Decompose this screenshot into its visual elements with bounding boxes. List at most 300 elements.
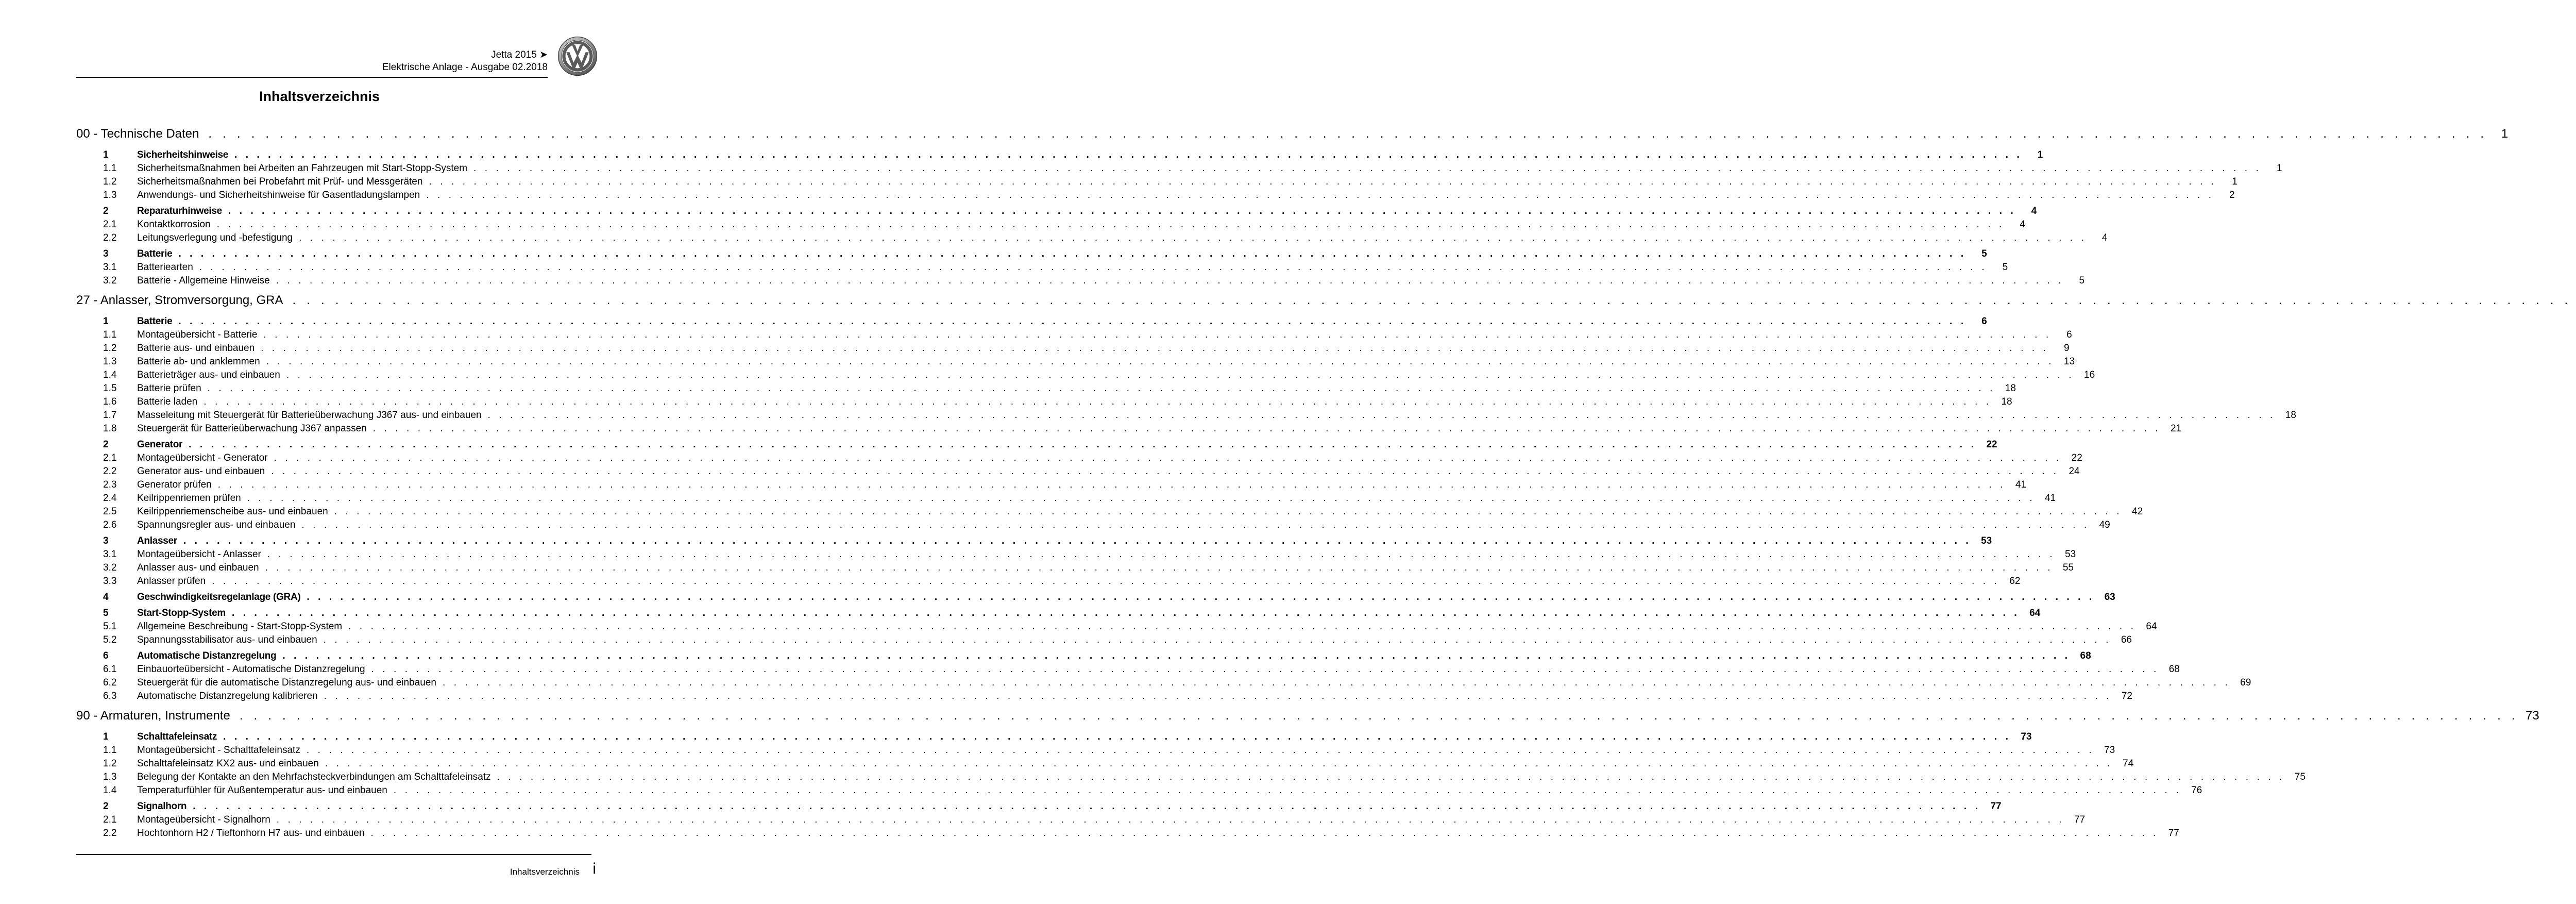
toc-entry-number: 2.2: [103, 232, 117, 243]
toc-entry-leader-line: [137, 342, 2070, 355]
dot-leader: . . . . . . . . . . . . . . . . . . . . . . . . . . . . . . . . . . . . . . . . . . . . . . . . . . . . . . . . . . . . . . . . . . . . . . . . . . . . . . . . . . . . . . . . . . . . . . . . . . . . . . . . . . . . . . . . . . . . . . . . . . . . . . . . . . . . . . . . . . . . . . . . . . . . . . . . . . . . . . . .: [442, 677, 2231, 688]
dot-leader: . . . . . . . . . . . . . . . . . . . . . . . . . . . . . . . . . . . . . . . . . . . . . . . . . . . . . . . . . . . . . . . . . . . . . . . . . . . . . . . . . . . . . . . . . . . . . . . . . . . . . . . . . . . . . . . . . . . . . . . . . . . . . . . . . . . . . . . . . . . . . . . . . . . . . . . . . . . . . . . .: [426, 190, 2214, 200]
toc-entry-number: 3.2: [103, 275, 117, 286]
toc-entry-page: 55: [2062, 562, 2074, 573]
toc-entry-leader-line: [137, 663, 2180, 676]
header-rule: [76, 77, 548, 78]
toc-entry-page: 4: [2031, 206, 2037, 216]
toc-entry-title: Batterie laden: [137, 396, 198, 407]
dot-leader: . . . . . . . . . . . . . . . . . . . . . . . . . . . . . . . . . . . . . . . . . . . . . . . . . . . . . . . . . . . . . . . . . . . . . . . . . . . . . . . . . . . . . . . . . . . . . . . . . . . . . . . . . . . . . . . . . . . . . . . . . . . . . . . . . . . . . . . . . . . . . . . . . . . . . . . . . . . . . . . .: [274, 453, 2062, 463]
toc-entry-page: 66: [2121, 634, 2132, 645]
toc-entry-leader-line: [137, 690, 2132, 703]
toc-entry-page: 4: [2020, 219, 2025, 230]
toc-section[interactable]: [76, 800, 2002, 813]
dot-leader: . . . . . . . . . . . . . . . . . . . . . . . . . . . . . . . . . . . . . . . . . . . . . . . . . . . . . . . . . . . . . . . . . . . . . . . . . . . . . . . . . . . . . . . . . . . . . . . . . . . . . . . . . . . . . . . . . . . . . . . . . . . . . . . . . . . . . . . . . . . . . . . . . . . . . . . . . . . . . . . .: [306, 745, 2095, 756]
toc-entry-leader-line: [137, 355, 2075, 369]
toc-entry-number: 1.4: [103, 785, 117, 796]
toc-subsection[interactable]: [76, 492, 2056, 505]
dot-leader: . . . . . . . . . . . . . . . . . . . . . . . . . . . . . . . . . . . . . . . . . . . . . . . . . . . . . . . . . . . . . . . . . . . . . . . . . . . . . . . . . . . . . . . . . . . . . . . . . . . . . . . . . . . . . . . . . . . . . . . . . . . . . . . . . . . . . . . . . . . . . . . . . . . . . . . . . . . . . . . .: [207, 383, 1995, 394]
toc-entry-title: Montageübersicht - Generator: [137, 453, 268, 463]
dot-leader: . . . . . . . . . . . . . . . . . . . . . . . . . . . . . . . . . . . . . . . . . . . . . . . . . . . . . . . . . . . . . . . . . . . . . . . . . . . . . . . . . . . . . . . . . . . . . . . . . . . . . . . . . . . . . . . . . . . . . . . . . . . . . . . . . . . . . . . . . . . . . . . . . . . . . . . . . . . . . . . .: [189, 439, 1977, 450]
toc-entry-number: 2.6: [103, 520, 117, 530]
toc-section[interactable]: [76, 247, 1987, 261]
dot-leader: . . . . . . . . . . . . . . . . . . . . . . . . . . . . . . . . . . . . . . . . . . . . . . . . . . . . . . . . . . . . . . . . . . . . . . . . . . . . . . . . . . . . . . . . . . . . . . . . . . . . . . . . . . . . . . . . . . . . . . . . . . . . . . . . . . . . . . . . . . . . . . . . . . . . . . . . . . . . . . . .: [183, 535, 1972, 546]
toc-section[interactable]: [76, 205, 2037, 218]
toc-entry-page: 63: [2104, 592, 2115, 602]
toc-entry-number: 6: [103, 650, 109, 661]
toc-entry-page: 69: [2240, 677, 2251, 688]
toc-entry-page: 74: [2123, 758, 2134, 769]
toc-entry-number: 3.2: [103, 562, 117, 573]
toc-entry-number: 1.2: [103, 343, 117, 354]
toc-entry-number: 2.2: [103, 828, 117, 839]
toc-subsection[interactable]: [76, 328, 2072, 342]
toc-entry-leader-line: [137, 591, 2115, 604]
toc-entry-leader-line: [137, 231, 2108, 245]
toc-entry-title: Hochtonhorn H2 / Tieftonhorn H7 aus- und einbauen: [137, 828, 365, 839]
toc-entry-number: 1.5: [103, 383, 117, 394]
toc-entry-leader-line: [137, 261, 2008, 274]
dot-leader: . . . . . . . . . . . . . . . . . . . . . . . . . . . . . . . . . . . . . . . . . . . . . . . . . . . . . . . . . . . . . . . . . . . . . . . . . . . . . . . . . . . . . . . . . . . . . . . . . . . . . . . . . . . . . . . . . . . . . . . . . . . . . . . . . . . . . . . . . . . . . . . . . . . . . . . . . . . . . . . .: [193, 801, 1981, 812]
toc-entry-title: Anlasser prüfen: [137, 576, 206, 587]
header-model: Jetta 2015 ➤: [491, 49, 548, 60]
toc-entry-leader-line: [76, 707, 2539, 725]
dot-leader: . . . . . . . . . . . . . . . . . . . . . . . . . . . . . . . . . . . . . . . . . . . . . . . . . . . . . . . . . . . . . . . . . . . . . . . . . . . . . . . . . . . . . . . . . . . . . . . . . . . . . . . . . . . . . . . . . . . . . . . . . . . . . . . . . . . . . . . . . . . . . . . . . . . . . . . . . . . . . . . .: [271, 466, 2059, 477]
toc-entry-title: Keilrippenriemenscheibe aus- und einbauen: [137, 506, 328, 517]
dot-leader: . . . . . . . . . . . . . . . . . . . . . . . . . . . . . . . . . . . . . . . . . . . . . . . . . . . . . . . . . . . . . . . . . . . . . . . . . . . . . . . . . . . . . . . . . . . . . . . . . . . . . . . . . . . . . . . . . . . . . . . . . . . . . . . . . . . . . . . . . . . . . . . . . . . . . . . . . . . . . . . .: [263, 329, 2052, 340]
toc-entry-page: 2: [2229, 190, 2235, 200]
toc-entry-title: 00 - Technische Daten: [76, 127, 199, 141]
toc-entry-number: 5: [103, 608, 109, 618]
toc-entry-title: Batterie - Allgemeine Hinweise: [137, 275, 270, 286]
toc-entry-number: 1.2: [103, 758, 117, 769]
dot-leader: . . . . . . . . . . . . . . . . . . . . . . . . . . . . . . . . . . . . . . . . . . . . . . . . . . . . . . . . . . . . . . . . . . . . . . . . . . . . . . . . . . . . . . . . . . . . . . . . . . . . . . . . . . . . . . . . . . . . . . . . . . . . . . . . . . . . . . . . . . . . . . . . . . . . . . . . . . . . . . . .: [325, 758, 2113, 769]
toc-entry-title: Spannungsregler aus- und einbauen: [137, 520, 296, 530]
toc-entry-leader-line: [137, 534, 1992, 548]
toc-entry-leader-line: [137, 465, 2080, 478]
toc-entry-number: 2: [103, 801, 109, 812]
toc-subsection[interactable]: [76, 274, 2085, 288]
header-edition: Elektrische Anlage - Ausgabe 02.2018: [382, 62, 548, 73]
toc-entry-page: 1: [2037, 149, 2043, 160]
toc-entry-leader-line: [137, 492, 2056, 505]
toc-entry-number: 2.2: [103, 466, 117, 477]
toc-entry-leader-line: [137, 813, 2086, 827]
toc-entry-page: 18: [2001, 396, 2012, 407]
dot-leader: . . . . . . . . . . . . . . . . . . . . . . . . . . . . . . . . . . . . . . . . . . . . . . . . . . . . . . . . . . . . . . . . . . . . . . . . . . . . . . . . . . . . . . . . . . . . . . . . . . . . . . . . . . . . . . . . . . . . . . . . . . . . . . . . . . . . . . . . . . . . . . . . . . . . . . . . . . . . . . . .: [292, 293, 2572, 307]
dot-leader: . . . . . . . . . . . . . . . . . . . . . . . . . . . . . . . . . . . . . . . . . . . . . . . . . . . . . . . . . . . . . . . . . . . . . . . . . . . . . . . . . . . . . . . . . . . . . . . . . . . . . . . . . . . . . . . . . . . . . . . . . . . . . . . . . . . . . . . . . . . . . . . . . . . . . . . . . . . . . . . .: [178, 248, 1967, 259]
toc-entry-leader-line: [137, 607, 2041, 620]
toc-entry-title: Montageübersicht - Signalhorn: [137, 814, 270, 825]
toc-entry-title: Steuergerät für Batterieüberwachung J367 anpassen: [137, 423, 367, 434]
dot-leader: . . . . . . . . . . . . . . . . . . . . . . . . . . . . . . . . . . . . . . . . . . . . . . . . . . . . . . . . . . . . . . . . . . . . . . . . . . . . . . . . . . . . . . . . . . . . . . . . . . . . . . . . . . . . . . . . . . . . . . . . . . . . . . . . . . . . . . . . . . . . . . . . . . . . . . . . . . . . . . . .: [276, 275, 2064, 286]
toc-subsection[interactable]: [76, 231, 2108, 245]
toc-entry-title: Anlasser aus- und einbauen: [137, 562, 259, 573]
dot-leader: . . . . . . . . . . . . . . . . . . . . . . . . . . . . . . . . . . . . . . . . . . . . . . . . . . . . . . . . . . . . . . . . . . . . . . . . . . . . . . . . . . . . . . . . . . . . . . . . . . . . . . . . . . . . . . . . . . . . . . . . . . . . . . . . . . . . . . . . . . . . . . . . . . . . . . . . . . . . . . . .: [299, 232, 2087, 243]
toc-section[interactable]: [76, 649, 2091, 663]
toc-entry-title: Anlasser: [137, 535, 177, 546]
toc-entry-title: Automatische Distanzregelung kalibrieren: [137, 691, 318, 701]
toc-entry-page: 9: [2063, 343, 2070, 354]
dot-leader: . . . . . . . . . . . . . . . . . . . . . . . . . . . . . . . . . . . . . . . . . . . . . . . . . . . . . . . . . . . . . . . . . . . . . . . . . . . . . . . . . . . . . . . . . . . . . . . . . . . . . . . . . . . . . . . . . . . . . . . . . . . . . . . . . . . . . . . . . . . . . . . . . . . . . . . . . . . . . . . .: [266, 356, 2055, 367]
dot-leader: . . . . . . . . . . . . . . . . . . . . . . . . . . . . . . . . . . . . . . . . . . . . . . . . . . . . . . . . . . . . . . . . . . . . . . . . . . . . . . . . . . . . . . . . . . . . . . . . . . . . . . . . . . . . . . . . . . . . . . . . . . . . . . . . . . . . . . . . . . . . . . . . . . . . . . . . . . . . . . . .: [276, 814, 2065, 825]
toc-entry-number: 1: [103, 149, 109, 160]
toc-subsection[interactable]: [76, 784, 2202, 797]
footer-label: Inhaltsverzeichnis: [510, 867, 580, 877]
toc-chapter[interactable]: [76, 707, 2539, 728]
toc-entry-leader-line: [137, 162, 2282, 175]
toc-entry-leader-line: [137, 315, 1987, 328]
dot-leader: . . . . . . . . . . . . . . . . . . . . . . . . . . . . . . . . . . . . . . . . . . . . . . . . . . . . . . . . . . . . . . . . . . . . . . . . . . . . . . . . . . . . . . . . . . . . . . . . . . . . . . . . . . . . . . . . . . . . . . . . . . . . . . . . . . . . . . . . . . . . . . . . . . . . . . . . . . . . . . . .: [473, 163, 2262, 174]
toc-subsection[interactable]: [76, 633, 2132, 647]
toc-entry-title: Montageübersicht - Batterie: [137, 329, 258, 340]
toc-subsection[interactable]: [76, 548, 2076, 561]
toc-entry-page: 4: [2102, 232, 2108, 243]
toc-entry-leader-line: [137, 575, 2021, 588]
toc-entry-number: 1.3: [103, 772, 117, 782]
dot-leader: . . . . . . . . . . . . . . . . . . . . . . . . . . . . . . . . . . . . . . . . . . . . . . . . . . . . . . . . . . . . . . . . . . . . . . . . . . . . . . . . . . . . . . . . . . . . . . . . . . . . . . . . . . . . . . . . . . . . . . . . . . . . . . . . . . . . . . . . . . . . . . . . . . . . . . . . . . . . . . . .: [231, 608, 2020, 618]
toc-entry-number: 1.3: [103, 190, 117, 200]
toc-entry-page: 73: [2104, 745, 2115, 756]
toc-entry-title: Batterie: [137, 248, 173, 259]
toc-entry-page: 6: [2066, 329, 2072, 340]
dot-leader: . . . . . . . . . . . . . . . . . . . . . . . . . . . . . . . . . . . . . . . . . . . . . . . . . . . . . . . . . . . . . . . . . . . . . . . . . . . . . . . . . . . . . . . . . . . . . . . . . . . . . . . . . . . . . . . . . . . . . . . . . . . . . . . . . . . . . . . . . . . . . . . . . . . . . . . . . . . . . . . .: [208, 127, 2488, 141]
toc-entry-page: 73: [2526, 709, 2539, 723]
toc-entry-page: 1: [2501, 127, 2509, 141]
toc-chapter[interactable]: [76, 125, 2509, 146]
toc-entry-title: Anwendungs- und Sicherheitshinweise für Gasentladungslampen: [137, 190, 420, 200]
toc-entry-page: 5: [1981, 248, 1987, 259]
toc-entry-page: 1: [2276, 163, 2282, 174]
toc-section[interactable]: [76, 591, 2115, 604]
toc-entry-page: 41: [2044, 493, 2056, 504]
toc-entry-page: 75: [2294, 772, 2306, 782]
vw-logo-icon: [557, 36, 598, 76]
toc-entry-leader-line: [137, 676, 2251, 690]
toc-subsection[interactable]: [76, 355, 2075, 369]
toc-entry-leader-line: [137, 451, 2082, 465]
page-title: Inhaltsverzeichnis: [259, 89, 380, 104]
dot-leader: . . . . . . . . . . . . . . . . . . . . . . . . . . . . . . . . . . . . . . . . . . . . . . . . . . . . . . . . . . . . . . . . . . . . . . . . . . . . . . . . . . . . . . . . . . . . . . . . . . . . . . . . . . . . . . . . . . . . . . . . . . . . . . . . . . . . . . . . . . . . . . . . . . . . . . . . . . . . . . . .: [223, 731, 2011, 742]
toc-subsection[interactable]: [76, 813, 2086, 827]
toc-entry-page: 72: [2121, 691, 2132, 701]
toc-entry-leader-line: [137, 505, 2143, 518]
toc-subsection[interactable]: [76, 218, 2025, 231]
toc-entry-page: 73: [2021, 731, 2032, 742]
dot-leader: . . . . . . . . . . . . . . . . . . . . . . . . . . . . . . . . . . . . . . . . . . . . . . . . . . . . . . . . . . . . . . . . . . . . . . . . . . . . . . . . . . . . . . . . . . . . . . . . . . . . . . . . . . . . . . . . . . . . . . . . . . . . . . . . . . . . . . . . . . . . . . . . . . . . . . . . . . . . . . . .: [370, 828, 2159, 839]
toc-entry-title: Start-Stopp-System: [137, 608, 226, 618]
toc-entry-leader-line: [137, 189, 2235, 202]
toc-entry-page: 77: [2074, 814, 2086, 825]
toc-section[interactable]: [76, 730, 2032, 744]
toc-entry-title: Sicherheitsmaßnahmen bei Probefahrt mit Prüf- und Messgeräten: [137, 176, 423, 187]
toc-entry-leader-line: [137, 518, 2110, 532]
toc-entry-number: 2.5: [103, 506, 117, 517]
toc-entry-title: 90 - Armaturen, Instrumente: [76, 709, 230, 723]
toc-entry-title: Belegung der Kontakte an den Mehrfachsteckverbindungen am Schalttafeleinsatz: [137, 772, 491, 782]
toc-entry-number: 2.1: [103, 219, 117, 230]
toc-entry-page: 77: [1990, 801, 2002, 812]
toc-entry-title: Reparaturhinweise: [137, 206, 222, 216]
dot-leader: . . . . . . . . . . . . . . . . . . . . . . . . . . . . . . . . . . . . . . . . . . . . . . . . . . . . . . . . . . . . . . . . . . . . . . . . . . . . . . . . . . . . . . . . . . . . . . . . . . . . . . . . . . . . . . . . . . . . . . . . . . . . . . . . . . . . . . . . . . . . . . . . . . . . . . . . . . . . . . . .: [247, 493, 2036, 504]
toc-entry-title: Steuergerät für die automatische Distanzregelung aus- und einbauen: [137, 677, 436, 688]
toc-entry-leader-line: [137, 274, 2085, 288]
toc-subsection[interactable]: [76, 382, 2016, 395]
toc-entry-title: Automatische Distanzregelung: [137, 650, 277, 661]
toc-entry-page: 13: [2063, 356, 2075, 367]
toc-entry-page: 42: [2131, 506, 2143, 517]
toc-entry-title: Keilrippenriemen prüfen: [137, 493, 241, 504]
toc-entry-leader-line: [137, 382, 2016, 395]
toc-entry-number: 2.1: [103, 453, 117, 463]
dot-leader: . . . . . . . . . . . . . . . . . . . . . . . . . . . . . . . . . . . . . . . . . . . . . . . . . . . . . . . . . . . . . . . . . . . . . . . . . . . . . . . . . . . . . . . . . . . . . . . . . . . . . . . . . . . . . . . . . . . . . . . . . . . . . . . . . . . . . . . . . . . . . . . . . . . . . . . . . . . . . . . .: [216, 219, 2005, 230]
toc-entry-page: 22: [1986, 439, 1997, 450]
dot-leader: . . . . . . . . . . . . . . . . . . . . . . . . . . . . . . . . . . . . . . . . . . . . . . . . . . . . . . . . . . . . . . . . . . . . . . . . . . . . . . . . . . . . . . . . . . . . . . . . . . . . . . . . . . . . . . . . . . . . . . . . . . . . . . . . . . . . . . . . . . . . . . . . . . . . . . . . . . . . . . . .: [178, 316, 1967, 327]
toc-entry-page: 49: [2099, 520, 2110, 530]
toc-entry-number: 3.1: [103, 549, 117, 560]
toc-entry-number: 3: [103, 248, 109, 259]
toc-subsection[interactable]: [76, 518, 2110, 532]
toc-entry-number: 1.6: [103, 396, 117, 407]
table-of-contents: [76, 125, 2572, 840]
toc-entry-number: 1.8: [103, 423, 117, 434]
toc-entry-page: 18: [2005, 383, 2016, 394]
toc-entry-title: Generator: [137, 439, 183, 450]
toc-entry-leader-line: [137, 218, 2025, 231]
toc-entry-leader-line: [137, 395, 2012, 409]
toc-entry-number: 1.1: [103, 745, 117, 756]
toc-entry-title: Batteriearten: [137, 262, 193, 273]
toc-subsection[interactable]: [76, 771, 2306, 784]
toc-entry-leader-line: [137, 548, 2076, 561]
toc-entry-page: 76: [2191, 785, 2202, 796]
toc-entry-leader-line: [137, 369, 2095, 382]
toc-subsection[interactable]: [76, 162, 2282, 175]
toc-entry-title: Batterie ab- und anklemmen: [137, 356, 260, 367]
toc-entry-leader-line: [137, 561, 2074, 575]
toc-entry-title: Sicherheitshinweise: [137, 149, 228, 160]
toc-subsection[interactable]: [76, 395, 2012, 409]
toc-entry-page: 64: [2029, 608, 2041, 618]
dot-leader: . . . . . . . . . . . . . . . . . . . . . . . . . . . . . . . . . . . . . . . . . . . . . . . . . . . . . . . . . . . . . . . . . . . . . . . . . . . . . . . . . . . . . . . . . . . . . . . . . . . . . . . . . . . . . . . . . . . . . . . . . . . . . . . . . . . . . . . . . . . . . . . . . . . . . . . . . . . . . . . .: [323, 634, 2111, 645]
page-header: [76, 49, 548, 78]
toc-section[interactable]: [76, 315, 1987, 328]
toc-entry-title: Generator aus- und einbauen: [137, 466, 265, 477]
toc-entry-page: 5: [2079, 275, 2085, 286]
footer-rule: [76, 854, 591, 855]
toc-entry-page: 68: [2168, 664, 2180, 675]
dot-leader: . . . . . . . . . . . . . . . . . . . . . . . . . . . . . . . . . . . . . . . . . . . . . . . . . . . . . . . . . . . . . . . . . . . . . . . . . . . . . . . . . . . . . . . . . . . . . . . . . . . . . . . . . . . . . . . . . . . . . . . . . . . . . . . . . . . . . . . . . . . . . . . . . . . . . . . . . . . . . . . .: [307, 592, 2095, 602]
toc-entry-number: 2: [103, 439, 109, 450]
toc-subsection[interactable]: [76, 465, 2080, 478]
toc-entry-title: Kontaktkorrosion: [137, 219, 211, 230]
toc-entry-leader-line: [76, 292, 2572, 309]
footer-page-number: i: [592, 860, 596, 877]
toc-entry-leader-line: [137, 744, 2115, 757]
toc-entry-number: 1.4: [103, 370, 117, 380]
toc-entry-leader-line: [137, 649, 2091, 663]
toc-entry-page: 18: [2285, 410, 2296, 421]
toc-subsection[interactable]: [76, 342, 2070, 355]
toc-entry-page: 68: [2080, 650, 2091, 661]
toc-entry-title: Spannungsstabilisator aus- und einbauen: [137, 634, 317, 645]
toc-section[interactable]: [76, 534, 1992, 548]
toc-subsection[interactable]: [76, 690, 2132, 703]
toc-entry-number: 6.1: [103, 664, 117, 675]
toc-entry-page: 41: [2015, 479, 2027, 490]
toc-entry-number: 3.1: [103, 262, 117, 273]
toc-subsection[interactable]: [76, 744, 2115, 757]
toc-entry-title: Schalttafeleinsatz: [137, 731, 217, 742]
toc-entry-page: 1: [2232, 176, 2238, 187]
toc-entry-title: Geschwindigkeitsregelanlage (GRA): [137, 592, 301, 602]
toc-entry-title: Generator prüfen: [137, 479, 212, 490]
toc-entry-page: 22: [2071, 453, 2082, 463]
dot-leader: . . . . . . . . . . . . . . . . . . . . . . . . . . . . . . . . . . . . . . . . . . . . . . . . . . . . . . . . . . . . . . . . . . . . . . . . . . . . . . . . . . . . . . . . . . . . . . . . . . . . . . . . . . . . . . . . . . . . . . . . . . . . . . . . . . . . . . . . . . . . . . . . . . . . . . . . . . . . . . . .: [348, 621, 2137, 632]
header-text: [382, 49, 548, 74]
toc-section[interactable]: [76, 438, 1997, 451]
toc-entry-page: 53: [2065, 549, 2076, 560]
dot-leader: . . . . . . . . . . . . . . . . . . . . . . . . . . . . . . . . . . . . . . . . . . . . . . . . . . . . . . . . . . . . . . . . . . . . . . . . . . . . . . . . . . . . . . . . . . . . . . . . . . . . . . . . . . . . . . . . . . . . . . . . . . . . . . . . . . . . . . . . . . . . . . . . . . . . . . . . . . . . . . . .: [286, 370, 2075, 380]
dot-leader: . . . . . . . . . . . . . . . . . . . . . . . . . . . . . . . . . . . . . . . . . . . . . . . . . . . . . . . . . . . . . . . . . . . . . . . . . . . . . . . . . . . . . . . . . . . . . . . . . . . . . . . . . . . . . . . . . . . . . . . . . . . . . . . . . . . . . . . . . . . . . . . . . . . . . . . . . . . . . . . .: [324, 691, 2112, 701]
dot-leader: . . . . . . . . . . . . . . . . . . . . . . . . . . . . . . . . . . . . . . . . . . . . . . . . . . . . . . . . . . . . . . . . . . . . . . . . . . . . . . . . . . . . . . . . . . . . . . . . . . . . . . . . . . . . . . . . . . . . . . . . . . . . . . . . . . . . . . . . . . . . . . . . . . . . . . . . . . . . . . . .: [282, 650, 2071, 661]
dot-leader: . . . . . . . . . . . . . . . . . . . . . . . . . . . . . . . . . . . . . . . . . . . . . . . . . . . . . . . . . . . . . . . . . . . . . . . . . . . . . . . . . . . . . . . . . . . . . . . . . . . . . . . . . . . . . . . . . . . . . . . . . . . . . . . . . . . . . . . . . . . . . . . . . . . . . . . . . . . . . . . .: [301, 520, 2090, 530]
toc-entry-page: 6: [1981, 316, 1987, 327]
toc-entry-title: Schalttafeleinsatz KX2 aus- und einbauen: [137, 758, 319, 769]
toc-entry-number: 6.2: [103, 677, 117, 688]
toc-subsection[interactable]: [76, 175, 2238, 189]
toc-entry-number: 4: [103, 592, 109, 602]
toc-entry-number: 6.3: [103, 691, 117, 701]
toc-entry-title: 27 - Anlasser, Stromversorgung, GRA: [76, 293, 283, 307]
toc-entry-title: Einbauorteübersicht - Automatische Distanzregelung: [137, 664, 365, 675]
toc-entry-number: 2.3: [103, 479, 117, 490]
toc-entry-page: 24: [2069, 466, 2080, 477]
toc-entry-title: Batterie: [137, 316, 173, 327]
toc-chapter[interactable]: [76, 292, 2572, 312]
toc-subsection[interactable]: [76, 369, 2095, 382]
toc-entry-number: 1.1: [103, 329, 117, 340]
toc-subsection[interactable]: [76, 409, 2296, 422]
toc-entry-number: 2: [103, 206, 109, 216]
dot-leader: . . . . . . . . . . . . . . . . . . . . . . . . . . . . . . . . . . . . . . . . . . . . . . . . . . . . . . . . . . . . . . . . . . . . . . . . . . . . . . . . . . . . . . . . . . . . . . . . . . . . . . . . . . . . . . . . . . . . . . . . . . . . . . . . . . . . . . . . . . . . . . . . . . . . . . . . . . . . . . . .: [334, 506, 2123, 517]
toc-entry-title: Leitungsverlegung und -befestigung: [137, 232, 293, 243]
toc-subsection[interactable]: [76, 561, 2074, 575]
toc-entry-title: Masseleitung mit Steuergerät für Batterieüberwachung J367 aus- und einbauen: [137, 410, 482, 421]
toc-entry-title: Signalhorn: [137, 801, 187, 812]
toc-entry-leader-line: [137, 438, 1997, 451]
dot-leader: . . . . . . . . . . . . . . . . . . . . . . . . . . . . . . . . . . . . . . . . . . . . . . . . . . . . . . . . . . . . . . . . . . . . . . . . . . . . . . . . . . . . . . . . . . . . . . . . . . . . . . . . . . . . . . . . . . . . . . . . . . . . . . . . . . . . . . . . . . . . . . . . . . . . . . . . . . . . . . . .: [239, 709, 2519, 723]
dot-leader: . . . . . . . . . . . . . . . . . . . . . . . . . . . . . . . . . . . . . . . . . . . . . . . . . . . . . . . . . . . . . . . . . . . . . . . . . . . . . . . . . . . . . . . . . . . . . . . . . . . . . . . . . . . . . . . . . . . . . . . . . . . . . . . . . . . . . . . . . . . . . . . . . . . . . . . . . . . . . . . .: [212, 576, 2000, 587]
toc-subsection[interactable]: [76, 505, 2143, 518]
toc-entry-number: 1.7: [103, 410, 117, 421]
toc-entry-page: 62: [2009, 576, 2021, 587]
toc-entry-number: 1: [103, 731, 109, 742]
dot-leader: . . . . . . . . . . . . . . . . . . . . . . . . . . . . . . . . . . . . . . . . . . . . . . . . . . . . . . . . . . . . . . . . . . . . . . . . . . . . . . . . . . . . . . . . . . . . . . . . . . . . . . . . . . . . . . . . . . . . . . . . . . . . . . . . . . . . . . . . . . . . . . . . . . . . . . . . . . . . . . . .: [487, 410, 2276, 421]
toc-entry-leader-line: [137, 730, 2032, 744]
toc-entry-leader-line: [137, 784, 2202, 797]
toc-entry-title: Sicherheitsmaßnahmen bei Arbeiten an Fahrzeugen mit Start-Stopp-System: [137, 163, 468, 174]
toc-entry-title: Batterie aus- und einbauen: [137, 343, 255, 354]
toc-subsection[interactable]: [76, 676, 2251, 690]
dot-leader: . . . . . . . . . . . . . . . . . . . . . . . . . . . . . . . . . . . . . . . . . . . . . . . . . . . . . . . . . . . . . . . . . . . . . . . . . . . . . . . . . . . . . . . . . . . . . . . . . . . . . . . . . . . . . . . . . . . . . . . . . . . . . . . . . . . . . . . . . . . . . . . . . . . . . . . . . . . . . . . .: [199, 262, 1988, 273]
toc-entry-number: 1.1: [103, 163, 117, 174]
toc-entry-page: 5: [2002, 262, 2008, 273]
toc-entry-page: 77: [2168, 828, 2179, 839]
toc-entry-leader-line: [137, 205, 2037, 218]
toc-entry-leader-line: [137, 478, 2027, 492]
toc-entry-page: 16: [2084, 370, 2095, 380]
toc-subsection[interactable]: [76, 422, 2182, 436]
toc-entry-leader-line: [137, 827, 2179, 840]
toc-subsection[interactable]: [76, 478, 2027, 492]
toc-entry-number: 5.2: [103, 634, 117, 645]
dot-leader: . . . . . . . . . . . . . . . . . . . . . . . . . . . . . . . . . . . . . . . . . . . . . . . . . . . . . . . . . . . . . . . . . . . . . . . . . . . . . . . . . . . . . . . . . . . . . . . . . . . . . . . . . . . . . . . . . . . . . . . . . . . . . . . . . . . . . . . . . . . . . . . . . . . . . . . . . . . . . . . .: [497, 772, 2285, 782]
dot-leader: . . . . . . . . . . . . . . . . . . . . . . . . . . . . . . . . . . . . . . . . . . . . . . . . . . . . . . . . . . . . . . . . . . . . . . . . . . . . . . . . . . . . . . . . . . . . . . . . . . . . . . . . . . . . . . . . . . . . . . . . . . . . . . . . . . . . . . . . . . . . . . . . . . . . . . . . . . . . . . . .: [429, 176, 2217, 187]
toc-subsection[interactable]: [76, 261, 2008, 274]
toc-entry-leader-line: [137, 148, 2043, 162]
toc-entry-page: 53: [1981, 535, 1992, 546]
toc-entry-number: 1: [103, 316, 109, 327]
toc-entry-number: 3.3: [103, 576, 117, 587]
toc-entry-title: Montageübersicht - Schalttafeleinsatz: [137, 745, 300, 756]
toc-entry-leader-line: [137, 620, 2157, 633]
toc-section[interactable]: [76, 148, 2043, 162]
dot-leader: . . . . . . . . . . . . . . . . . . . . . . . . . . . . . . . . . . . . . . . . . . . . . . . . . . . . . . . . . . . . . . . . . . . . . . . . . . . . . . . . . . . . . . . . . . . . . . . . . . . . . . . . . . . . . . . . . . . . . . . . . . . . . . . . . . . . . . . . . . . . . . . . . . . . . . . . . . . . . . . .: [371, 664, 2159, 675]
toc-entry-title: Batterieträger aus- und einbauen: [137, 370, 280, 380]
toc-entry-title: Montageübersicht - Anlasser: [137, 549, 261, 560]
toc-entry-leader-line: [137, 328, 2072, 342]
dot-leader: . . . . . . . . . . . . . . . . . . . . . . . . . . . . . . . . . . . . . . . . . . . . . . . . . . . . . . . . . . . . . . . . . . . . . . . . . . . . . . . . . . . . . . . . . . . . . . . . . . . . . . . . . . . . . . . . . . . . . . . . . . . . . . . . . . . . . . . . . . . . . . . . . . . . . . . . . . . . . . . .: [228, 206, 2016, 216]
toc-entry-leader-line: [137, 633, 2132, 647]
toc-entry-leader-line: [137, 800, 2002, 813]
toc-entry-number: 1.2: [103, 176, 117, 187]
toc-subsection[interactable]: [76, 575, 2021, 588]
dot-leader: . . . . . . . . . . . . . . . . . . . . . . . . . . . . . . . . . . . . . . . . . . . . . . . . . . . . . . . . . . . . . . . . . . . . . . . . . . . . . . . . . . . . . . . . . . . . . . . . . . . . . . . . . . . . . . . . . . . . . . . . . . . . . . . . . . . . . . . . . . . . . . . . . . . . . . . . . . . . . . . .: [234, 149, 2023, 160]
toc-entry-leader-line: [137, 247, 1987, 261]
dot-leader: . . . . . . . . . . . . . . . . . . . . . . . . . . . . . . . . . . . . . . . . . . . . . . . . . . . . . . . . . . . . . . . . . . . . . . . . . . . . . . . . . . . . . . . . . . . . . . . . . . . . . . . . . . . . . . . . . . . . . . . . . . . . . . . . . . . . . . . . . . . . . . . . . . . . . . . . . . . . . . . .: [261, 343, 2049, 354]
toc-subsection[interactable]: [76, 757, 2134, 771]
toc-entry-leader-line: [137, 422, 2182, 436]
toc-subsection[interactable]: [76, 827, 2179, 840]
toc-entry-leader-line: [137, 757, 2134, 771]
toc-entry-page: 21: [2170, 423, 2182, 434]
toc-entry-title: Allgemeine Beschreibung - Start-Stopp-System: [137, 621, 343, 632]
dot-leader: . . . . . . . . . . . . . . . . . . . . . . . . . . . . . . . . . . . . . . . . . . . . . . . . . . . . . . . . . . . . . . . . . . . . . . . . . . . . . . . . . . . . . . . . . . . . . . . . . . . . . . . . . . . . . . . . . . . . . . . . . . . . . . . . . . . . . . . . . . . . . . . . . . . . . . . . . . . . . . . .: [217, 479, 2006, 490]
toc-subsection[interactable]: [76, 663, 2180, 676]
toc-entry-leader-line: [137, 175, 2238, 189]
toc-entry-page: 64: [2146, 621, 2157, 632]
toc-entry-title: Temperaturfühler für Außentemperatur aus- und einbauen: [137, 785, 387, 796]
dot-leader: . . . . . . . . . . . . . . . . . . . . . . . . . . . . . . . . . . . . . . . . . . . . . . . . . . . . . . . . . . . . . . . . . . . . . . . . . . . . . . . . . . . . . . . . . . . . . . . . . . . . . . . . . . . . . . . . . . . . . . . . . . . . . . . . . . . . . . . . . . . . . . . . . . . . . . . . . . . . . . . .: [265, 562, 2053, 573]
toc-entry-leader-line: [76, 125, 2509, 143]
toc-entry-number: 3: [103, 535, 109, 546]
toc-entry-number: 2.1: [103, 814, 117, 825]
toc-entry-title: Batterie prüfen: [137, 383, 201, 394]
toc-entry-leader-line: [137, 409, 2296, 422]
dot-leader: . . . . . . . . . . . . . . . . . . . . . . . . . . . . . . . . . . . . . . . . . . . . . . . . . . . . . . . . . . . . . . . . . . . . . . . . . . . . . . . . . . . . . . . . . . . . . . . . . . . . . . . . . . . . . . . . . . . . . . . . . . . . . . . . . . . . . . . . . . . . . . . . . . . . . . . . . . . . . . . .: [204, 396, 1992, 407]
toc-entry-leader-line: [137, 771, 2306, 784]
dot-leader: . . . . . . . . . . . . . . . . . . . . . . . . . . . . . . . . . . . . . . . . . . . . . . . . . . . . . . . . . . . . . . . . . . . . . . . . . . . . . . . . . . . . . . . . . . . . . . . . . . . . . . . . . . . . . . . . . . . . . . . . . . . . . . . . . . . . . . . . . . . . . . . . . . . . . . . . . . . . . . . .: [267, 549, 2056, 560]
toc-entry-number: 1.3: [103, 356, 117, 367]
toc-subsection[interactable]: [76, 189, 2235, 202]
toc-entry-number: 2.4: [103, 493, 117, 504]
toc-subsection[interactable]: [76, 451, 2082, 465]
toc-section[interactable]: [76, 607, 2041, 620]
toc-subsection[interactable]: [76, 620, 2157, 633]
dot-leader: . . . . . . . . . . . . . . . . . . . . . . . . . . . . . . . . . . . . . . . . . . . . . . . . . . . . . . . . . . . . . . . . . . . . . . . . . . . . . . . . . . . . . . . . . . . . . . . . . . . . . . . . . . . . . . . . . . . . . . . . . . . . . . . . . . . . . . . . . . . . . . . . . . . . . . . . . . . . . . . .: [393, 785, 2182, 796]
dot-leader: . . . . . . . . . . . . . . . . . . . . . . . . . . . . . . . . . . . . . . . . . . . . . . . . . . . . . . . . . . . . . . . . . . . . . . . . . . . . . . . . . . . . . . . . . . . . . . . . . . . . . . . . . . . . . . . . . . . . . . . . . . . . . . . . . . . . . . . . . . . . . . . . . . . . . . . . . . . . . . . .: [372, 423, 2161, 434]
